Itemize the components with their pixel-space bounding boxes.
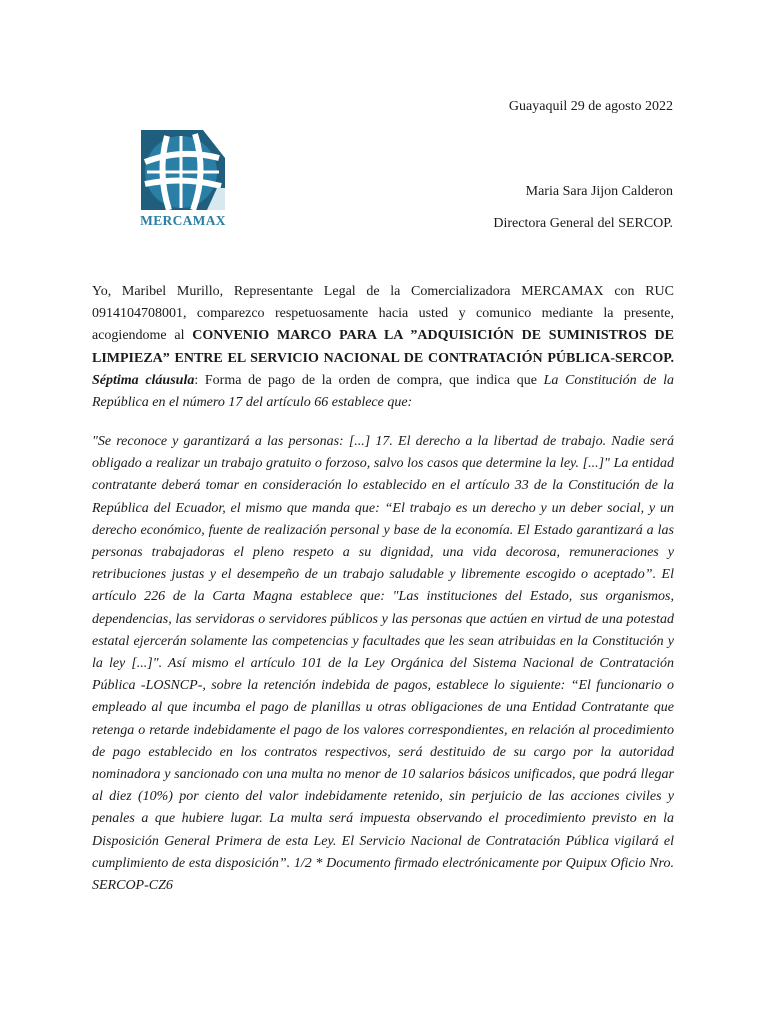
company-logo <box>133 128 233 232</box>
legal-quote-paragraph: "Se reconoce y garantizará a las personas: [...] 17. El derecho a la libertad de trabajo. Nadie será obligado a realizar un trabajo gratuito o forzoso, salvo los casos que determine la ley. [...]" La entidad contratante deberá tomar en consideración lo establecido en el artículo 33 de la Constitución de la República del Ecuador, el mismo que manda que: “El trabajo es un derecho y un deber social, y un derecho económico, fuente de realización personal y base de la economía. El Estado garantizará a las personas trabajadoras el pleno respeto a su dignidad, una vida decorosa, remuneraciones y retribuciones justas y el desempeño de un trabajo saludable y libremente escogido o aceptado”. El artículo 226 de la Carta Magna establece que: "Las instituciones del Estado, sus organismos, dependencias, las servidoras o servidores públicos y las personas que actúen en virtud de una potestad estatal ejercerán solamente las competencias y facultades que les sean atribuidas en la Constitución y la ley [...]". Así mismo el artículo 101 de la Ley Orgánica del Sistema Nacional de Contratación Pública -LOSNCP-, sobre la retención indebida de pagos, establece lo siguiente: “El funcionario o empleado al que incumba el pago de planillas u otras obligaciones de una Entidad Contratante que retenga o retarde indebidamente el pago de los valores correspondientes, en relación al procedimiento de pago establecido en los contratos respectivos, será destituido de su cargo por la autoridad nominadora y sancionado con una multa no menor de 10 salarios básicos unificados, que podrá llegar al diez (10%) por ciento del valor indebidamente retenido, sin perjuicio de las acciones civiles y penales a que hubiere lugar. La multa será impuesta observando el procedimiento previsto en la Disposición General Primera de esta Ley. El Servicio Nacional de Contratación Pública vigilará el cumplimiento de esta disposición”. 1/2 * Documento firmado electrónicamente por Quipux Oficio Nro. SERCOP-CZ6 <box>92 434 674 894</box>
intro-text: Yo, Maribel Murillo, Representante Legal de la Comercializadora MERCAMAX con RUC 0914104708001, comparezco respetuosamente hacia usted y comunico mediante la presente, acogiendome al <box>92 284 674 344</box>
letter-date: Guayaquil 29 de agosto 2022 <box>508 99 673 114</box>
clause-text: : Forma de pago de la orden de compra, que indica que <box>194 372 544 388</box>
constitution-reference: La Constitución de la República en el número 17 del artículo 66 establece que: <box>92 372 675 411</box>
globe-grid-icon <box>133 128 233 212</box>
recipient-name: Maria Sara Jijon Calderon <box>525 184 673 199</box>
agreement-title: CONVENIO MARCO PARA LA ”ADQUISICIÓN DE SUMINISTROS DE LIMPIEZA” ENTRE EL SERVICIO NACIONAL DE CONTRATACIÓN PÚBLICA-SERCOP. <box>92 328 674 366</box>
recipient-title: Directora General del SERCOP. <box>493 216 673 231</box>
intro-paragraph <box>92 281 674 414</box>
recipient-block <box>493 182 673 246</box>
clause-label: Séptima cláusula <box>92 372 195 388</box>
logo-wordmark: MERCAMAX <box>140 213 226 228</box>
